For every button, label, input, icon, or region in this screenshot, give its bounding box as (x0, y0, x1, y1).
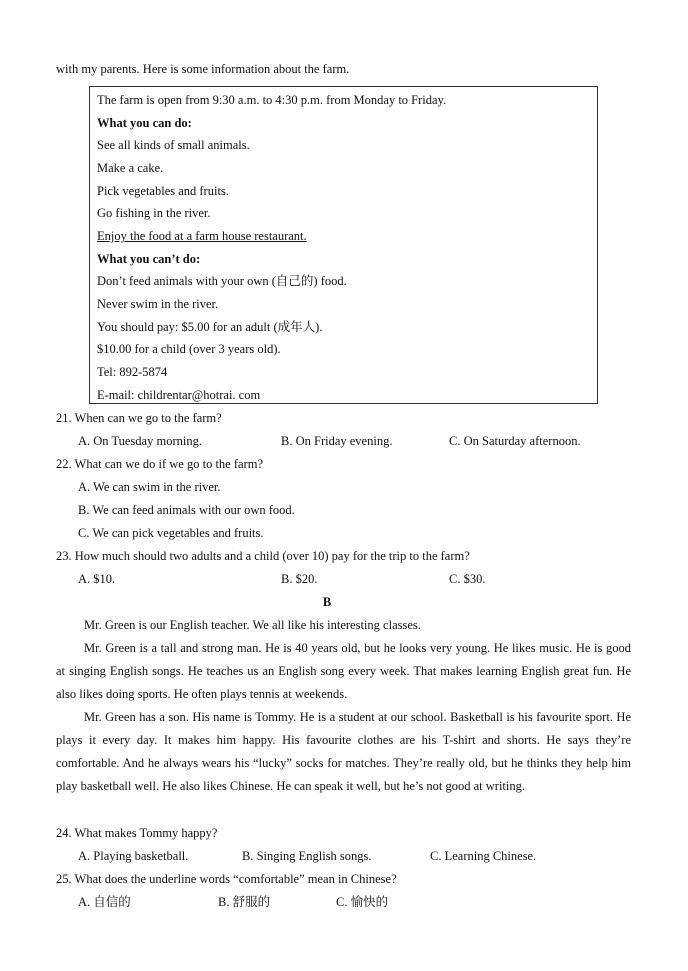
answer-option[interactable]: C. We can pick vegetables and fruits. (78, 526, 264, 540)
question-stem: 23. How much should two adults and a child (over 10) pay for the trip to the farm? (56, 549, 470, 563)
passage-paragraph: Mr. Green is a tall and strong man. He is 40 years old, but he looks very young. He likes music. He is good at singing English songs. He teaches us an English song every week. That makes learning English great fun. He also likes doing sports. He often plays tennis at weekends. (56, 641, 631, 701)
answer-option[interactable]: C. Learning Chinese. (430, 849, 537, 863)
answer-option[interactable]: B. Singing English songs. (242, 849, 372, 863)
passage-paragraph: Mr. Green has a son. His name is Tommy. He is a student at our school. Basketball is his favourite sport. He plays it every day. It makes him happy. His favourite clothes are his T-shirt and shorts. He says they’re comfortable. And he always wears his “lucky” socks for matches. They’re really old, but he thinks they help him play basketball well. He also likes Chinese. He can speak it well, but he’s not good at writing. (56, 710, 631, 793)
notice-open-line: The farm is open from 9:30 a.m. to 4:30 p.m. from Monday to Friday. (97, 93, 447, 107)
answer-option[interactable]: C. 愉快的 (336, 895, 389, 909)
notice-cant-heading: What you can’t do: (97, 252, 201, 266)
notice-can-item: See all kinds of small animals. (97, 138, 250, 152)
answer-option[interactable]: A. 自信的 (78, 895, 131, 909)
notice-tel: Tel: 892-5874 (97, 365, 168, 379)
answer-option[interactable]: A. We can swim in the river. (78, 480, 221, 494)
intro-line: with my parents. Here is some information about the farm. (56, 62, 350, 76)
answer-option[interactable]: B. We can feed animals with our own food. (78, 503, 295, 517)
farm-notice-box (89, 86, 598, 404)
question-stem: 21. When can we go to the farm? (56, 411, 222, 425)
answer-option[interactable]: A. $10. (78, 572, 116, 586)
notice-can-heading: What you can do: (97, 116, 192, 130)
notice-pay-line: You should pay: $5.00 for an adult (成年人). (97, 320, 323, 334)
answer-option[interactable]: C. $30. (449, 572, 486, 586)
answer-option[interactable]: B. On Friday evening. (281, 434, 393, 448)
notice-child-line: $10.00 for a child (over 3 years old). (97, 342, 281, 356)
answer-option[interactable]: A. Playing basketball. (78, 849, 189, 863)
notice-can-item-underlined: Enjoy the food at a farm house restaurant. (97, 229, 307, 243)
answer-option[interactable]: B. 舒服的 (218, 895, 271, 909)
passage-paragraph: Mr. Green is our English teacher. We all like his interesting classes. (84, 618, 421, 632)
notice-can-item: Pick vegetables and fruits. (97, 184, 229, 198)
question-stem: 25. What does the underline words “comfortable” mean in Chinese? (56, 872, 397, 886)
notice-email: E-mail: childrentar@hotrai. com (97, 388, 261, 402)
answer-option[interactable]: A. On Tuesday morning. (78, 434, 202, 448)
question-stem: 22. What can we do if we go to the farm? (56, 457, 263, 471)
notice-cant-item: Don’t feed animals with your own (自己的) food. (97, 274, 347, 288)
question-stem: 24. What makes Tommy happy? (56, 826, 218, 840)
notice-cant-item: Never swim in the river. (97, 297, 219, 311)
notice-can-item: Make a cake. (97, 161, 164, 175)
answer-option[interactable]: B. $20. (281, 572, 318, 586)
section-heading: B (322, 595, 332, 609)
notice-can-item: Go fishing in the river. (97, 206, 211, 220)
answer-option[interactable]: C. On Saturday afternoon. (449, 434, 581, 448)
